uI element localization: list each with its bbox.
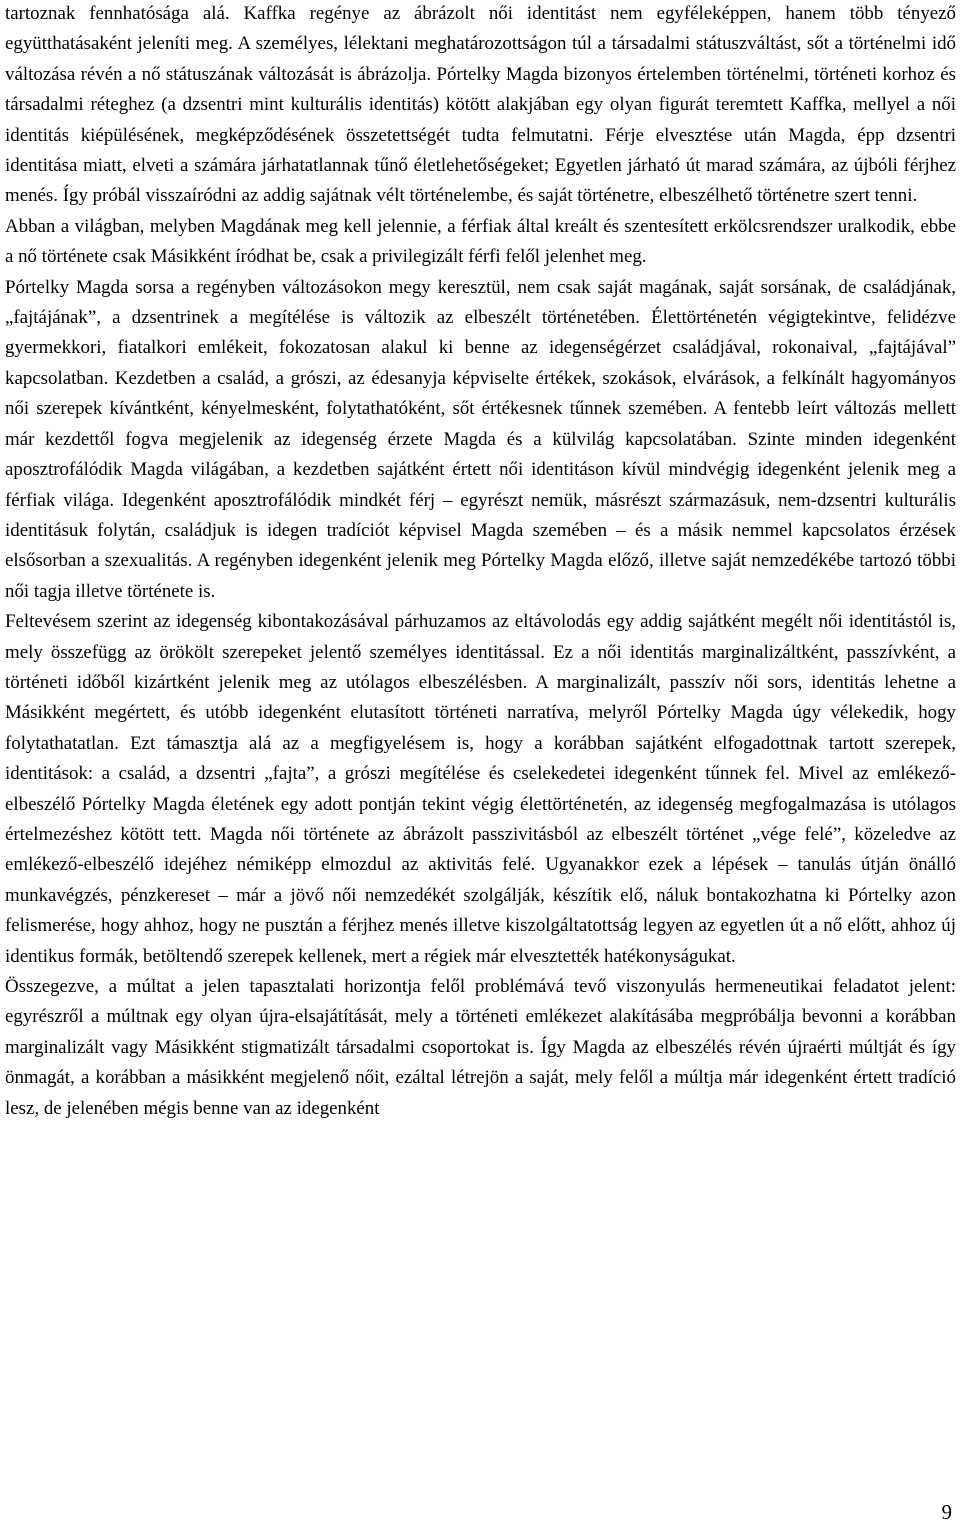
- text-segment: A fentebb leírt változás mellett már kezdettől fogva megjelenik az idegenség érzete Magda és a külvilág kapcsolatában.: [5, 398, 956, 450]
- text-segment: Pórtelky Magda bizonyos értelemben történelmi, történeti korhoz és társadalmi réteghez (a dzsentri mint kulturális identitás) kötött alakjában egy olyan figurát teremtett Kaffka, mellyel a női identitás kiépülésének, megképződésének összetettségét tudta felmutatni.: [5, 63, 957, 146]
- paragraph-4: [5, 607, 956, 972]
- text-segment: Idegenként aposztrofálódik mindkét férj – egyrészt nemük, másrészt származásuk, nem-dzsentri kulturális identitásuk folytán, családjuk is idegen tradíciót képvisel Magda szemében – és a másik nemmel kapcsolatos érzések elsősorban a szexualitás.: [5, 489, 956, 572]
- text-segment: Kezdetben a család, a grószi, az édesanyja képviselte értékek, szokások, elvárások, a felkínált hagyományos női szerepek kívántként, kényelmesként, folytathatóként, sőt értékesnek tűnnek szemében.: [5, 367, 956, 420]
- text-segment: Élettörténetén végigtekintve, felidézve gyermekkori, fiatalkori emlékeit, fokozatosan alakul ki benne az idegenségérzet családjával, rokonaival, „fajtájával” kapcsolatban.: [5, 307, 956, 389]
- text-segment: Szinte minden idegenként aposztrofálódik Magda világában, a kezdetben sajátként értett női identitáson kívül mindvégig idegenként jelenik meg a férfiak világa.: [5, 428, 956, 511]
- text-segment: tartoznak fennhatósága alá. Kaffka regénye az ábrázolt női identitást nem egyféleképpen, hanem több tényező együtthatásaként jeleníti meg. A személyes, lélektani meghatározottságon túl a társadalmi státuszváltást, sőt a történelmi idő változása révén a nő státuszának változását is ábrázolja.: [5, 3, 956, 85]
- text-segment: Ezt támasztja alá az a megfigyelésem is, hogy a korábban sajátként elfogadottnak tartott szerepek, identitások: a család, a dzsentri „fajta”, a grószi megítélése és cselekedetei idegenként tűnnek fel.: [5, 732, 956, 785]
- paragraph-3: [5, 273, 956, 607]
- document-page: [5, 0, 956, 1124]
- text-segment: Így próbál visszaíródni az addig sajátnak vélt történelembe, és saját történetre, elbeszélhető történetre szert tenni.: [57, 185, 918, 207]
- text-segment: Pórtelky Magda sorsa a regényben változásokon megy keresztül, nem csak saját magának, saját sorsának, de családjának, „fajtájának”, a dzsentrinek a megítélése is változik az elbeszélt történetében.: [5, 276, 956, 329]
- text-segment: A regényben idegenként jelenik meg Pórtelky Magda előző, illetve saját nemzedékébe tartozó többi női tagja illetve története is.: [5, 550, 956, 602]
- text-segment: Ugyanakkor ezek a lépések – tanulás útján önálló munkavégzés, pénzkereset – már a jövő női nemzedékét szolgálják, készítik elő, náluk bontakozhatna ki Pórtelky azon felismerése, hogy ahhoz, hogy ne pusztán a férjhez menés illetve kiszolgáltatottság legyen az egyetlen út a nő előtt, ahhoz új identikus formák, betöltendő szerepek kellenek, mert a régiek már elvesztették hatékonyságukat.: [5, 854, 956, 967]
- text-segment: Abban a világban, melyben Magdának meg kell jelennie, a férfiak által kreált és szentesített erkölcsrendszer uralkodik, ebbe a nő története csak Másikként íródhat be, csak a privilegizált férfi felől jelenhet meg.: [5, 215, 956, 268]
- text-segment: Ez a női identitás marginalizáltként, passzívként, a történeti időből kizártként jelenik meg az utólagos elbeszélésben.: [5, 641, 956, 693]
- paragraph-1: [5, 0, 956, 212]
- text-segment: Mivel az emlékező-elbeszélő Pórtelky Magda életének egy adott pontján tekint végig élettörténetén, az idegenség megfogalmazása is utólagos értelmezéshez kötött tett.: [5, 763, 956, 845]
- text-segment: Feltevésem szerint az idegenség kibontakozásával párhuzamos az eltávolodás egy addig sajátként megélt női identitástól is, mely összefügg az örökölt szerepeket jelentő személyes identitással.: [5, 611, 956, 663]
- paragraph-2: [5, 212, 956, 273]
- text-segment: Magda női története az ábrázolt passzivitásból az elbeszélt történet „vége felé”, közeledve az emlékező-elbeszélő idejéhez némiképp elmozdul az aktivitás felé.: [5, 823, 956, 876]
- page-number: 9: [941, 1500, 952, 1524]
- text-segment: A marginalizált, passzív női sors, identitás lehetne a Másikként megértett, és utóbb idegenként elutasított történeti narratíva, melyről Pórtelky Magda úgy vélekedik, hogy folytathatatlan.: [5, 671, 956, 754]
- text-segment: Így Magda az elbeszélés révén újraérti múltját és így önmagát, a korábban a másikként megjelenő nőit, ezáltal létrejön a saját, mely felől a múltja már idegenként értett tradíció lesz, de jelenében mégis benne van az idegenként: [5, 1036, 956, 1119]
- paragraph-5: [5, 972, 956, 1124]
- text-segment: Férje elvesztése után Magda, épp dzsentri identitása miatt, elveti a számára járhatatlannak tűnő életlehetőségeket; Egyetlen járható út marad számára, az újbóli férjhez menés.: [5, 124, 957, 207]
- text-segment: Összegezve, a múltat a jelen tapasztalati horizontja felől problémává tevő viszonyulás hermeneutikai feladatot jelent: egyrészről a múltnak egy olyan újra-elsajátítását, mely a történeti emlékezet alakításába megpróbálja bevonni a korábban marginalizált vagy Másikként stigmatizált társadalmi csoportokat is.: [5, 976, 956, 1058]
